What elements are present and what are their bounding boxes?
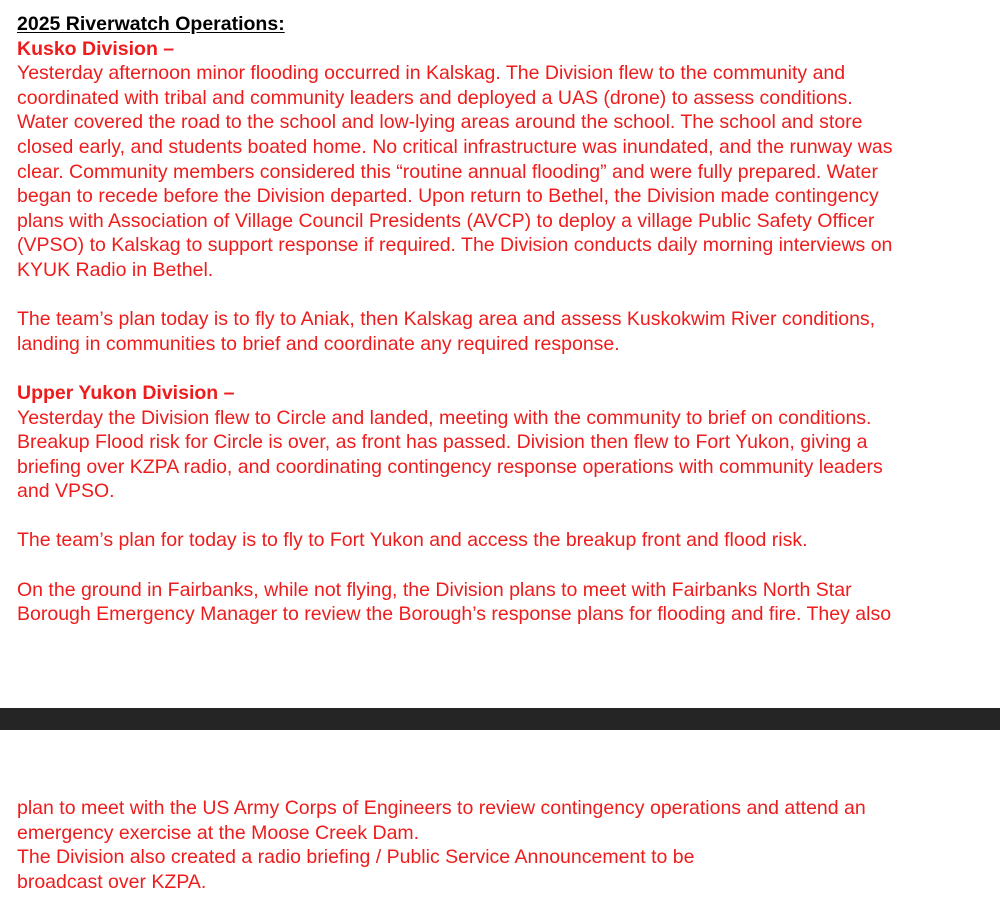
text-line: landing in communities to brief and coordinate any required response. xyxy=(17,332,620,355)
upper-yukon-paragraph-3 xyxy=(17,578,987,627)
document-page-top xyxy=(17,12,987,627)
text-line: clear. Community members considered this “routine annual flooding” and were fully prepared. Water xyxy=(17,160,878,183)
text-line: Water covered the road to the school and low-lying areas around the school. The school and store xyxy=(17,111,863,134)
upper-yukon-paragraph-2 xyxy=(17,528,987,553)
text-line: and VPSO. xyxy=(17,480,115,503)
text-line: Breakup Flood risk for Circle is over, as front has passed. Division then flew to Fort Yukon, giving a xyxy=(17,431,868,454)
paragraph-spacer xyxy=(17,553,987,578)
page-break-divider xyxy=(0,708,1000,730)
text-line: plans with Association of Village Council Presidents (AVCP) to deploy a village Public Safety Officer xyxy=(17,209,875,232)
upper-yukon-division-heading: Upper Yukon Division – xyxy=(17,381,235,404)
text-line: The team’s plan for today is to fly to Fort Yukon and access the breakup front and flood risk. xyxy=(17,529,808,552)
text-line: briefing over KZPA radio, and coordinating contingency response operations with community leaders xyxy=(17,455,883,478)
upper-yukon-paragraph-3-continued xyxy=(17,796,987,894)
text-line: The Division also created a radio briefing / Public Service Announcement to be xyxy=(17,846,695,869)
text-line: began to recede before the Division departed. Upon return to Bethel, the Division made contingency xyxy=(17,185,879,208)
text-line: On the ground in Fairbanks, while not flying, the Division plans to meet with Fairbanks North Star xyxy=(17,578,852,601)
text-line: coordinated with tribal and community leaders and deployed a UAS (drone) to assess conditions. xyxy=(17,86,853,109)
text-line: broadcast over KZPA. xyxy=(17,870,207,893)
kusko-paragraph-1 xyxy=(17,61,987,282)
text-line: closed early, and students boated home. No critical infrastructure was inundated, and the runway was xyxy=(17,135,893,158)
text-line: emergency exercise at the Moose Creek Dam. xyxy=(17,821,420,844)
paragraph-spacer xyxy=(17,283,987,308)
text-line: plan to meet with the US Army Corps of Engineers to review contingency operations and attend an xyxy=(17,797,866,819)
document-title: 2025 Riverwatch Operations: xyxy=(17,13,285,35)
upper-yukon-paragraph-1 xyxy=(17,406,987,504)
paragraph-spacer xyxy=(17,504,987,529)
text-line: Yesterday the Division flew to Circle and landed, meeting with the community to brief on conditions. xyxy=(17,406,872,429)
text-line: Borough Emergency Manager to review the Borough’s response plans for flooding and fire. They also xyxy=(17,603,892,626)
text-line: (VPSO) to Kalskag to support response if required. The Division conducts daily morning interviews on xyxy=(17,234,893,257)
paragraph-spacer xyxy=(17,356,987,381)
text-line: KYUK Radio in Bethel. xyxy=(17,258,214,281)
text-line: The team’s plan today is to fly to Aniak, then Kalskag area and assess Kuskokwim River conditions, xyxy=(17,308,876,331)
text-line: Yesterday afternoon minor flooding occurred in Kalskag. The Division flew to the community and xyxy=(17,62,846,85)
kusko-paragraph-2 xyxy=(17,307,987,356)
document-page-bottom xyxy=(17,796,987,894)
kusko-division-heading: Kusko Division – xyxy=(17,37,175,60)
